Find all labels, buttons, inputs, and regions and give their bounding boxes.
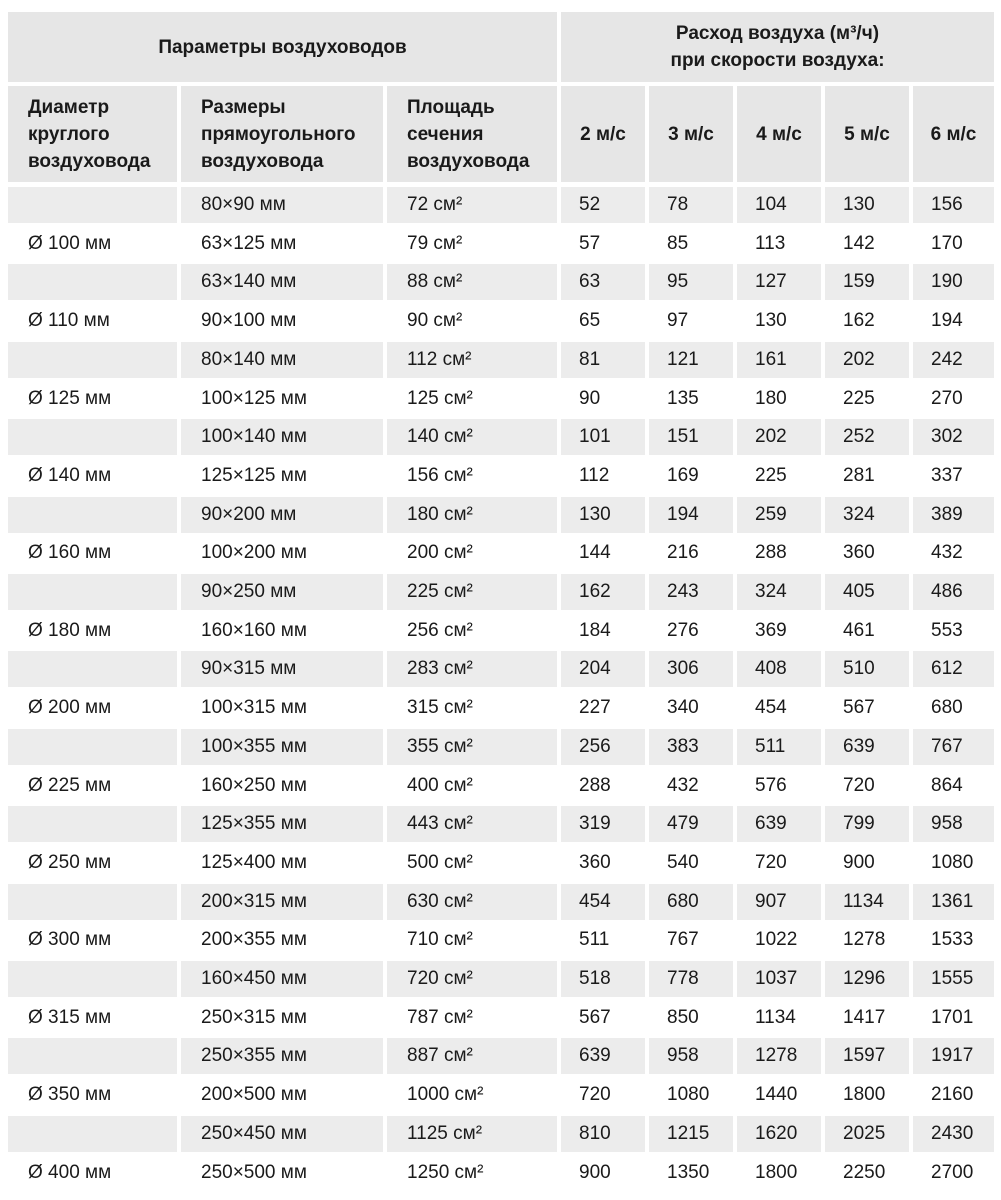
area-cell: 787 см² <box>407 1007 473 1028</box>
flow-cell: 1620 <box>737 1116 821 1152</box>
area-cell: 283 см² <box>387 651 557 687</box>
flow-cell: 810 <box>561 1116 645 1152</box>
flow-cell: 52 <box>561 187 645 223</box>
flow-cell: 63 <box>561 264 645 300</box>
flow-cell: 486 <box>913 574 994 610</box>
table-row <box>0 922 1001 958</box>
flow-cell: 159 <box>825 264 909 300</box>
area-cell: 200 см² <box>407 542 473 563</box>
diameter-cell: Ø 315 мм <box>28 1007 112 1028</box>
area-cell: 1125 см² <box>387 1116 557 1152</box>
flow-cell: 432 <box>931 542 963 563</box>
flow-cell: 180 <box>755 388 787 409</box>
flow-cell: 767 <box>913 729 994 765</box>
flow-cell: 340 <box>667 697 699 718</box>
area-cell: 315 см² <box>407 697 473 718</box>
flow-cell: 270 <box>931 388 963 409</box>
table-row <box>0 535 1001 571</box>
flow-cell: 1701 <box>931 1007 974 1028</box>
flow-cell: 720 <box>755 852 787 873</box>
rect-size-cell: 250×355 мм <box>181 1038 383 1074</box>
flow-cell: 142 <box>843 233 875 254</box>
flow-cell: 306 <box>649 651 733 687</box>
diameter-cell: Ø 125 мм <box>28 388 112 409</box>
flow-cell: 144 <box>579 542 611 563</box>
table-row <box>0 381 1001 417</box>
flow-cell: 78 <box>649 187 733 223</box>
flow-cell: 432 <box>667 775 699 796</box>
diameter-cell <box>8 497 177 533</box>
flow-cell: 113 <box>755 233 786 254</box>
flow-cell: 288 <box>755 542 787 563</box>
flow-cell: 194 <box>649 497 733 533</box>
col-header-line: Размеры <box>201 96 286 118</box>
flow-cell: 85 <box>667 233 689 254</box>
flow-cell: 1134 <box>825 884 909 920</box>
area-cell: 443 см² <box>387 806 557 842</box>
diameter-cell <box>8 574 177 610</box>
table-row <box>0 961 1001 997</box>
area-cell: 125 см² <box>407 388 473 409</box>
area-cell: 1250 см² <box>407 1162 484 1183</box>
flow-cell: 227 <box>579 697 611 718</box>
flow-cell: 95 <box>649 264 733 300</box>
rect-size-cell: 250×450 мм <box>181 1116 383 1152</box>
flow-cell: 639 <box>825 729 909 765</box>
col-header-line: прямоугольного <box>201 123 356 145</box>
flow-cell: 2250 <box>843 1162 886 1183</box>
flow-cell: 302 <box>913 419 994 455</box>
flow-cell: 97 <box>667 310 689 331</box>
flow-cell: 680 <box>931 697 963 718</box>
table-row <box>0 806 1001 842</box>
table-row <box>0 226 1001 262</box>
flow-cell: 2160 <box>931 1084 974 1105</box>
rect-size-cell: 100×125 мм <box>201 388 307 409</box>
area-cell: 355 см² <box>387 729 557 765</box>
flow-cell: 799 <box>825 806 909 842</box>
table-row <box>0 187 1001 223</box>
flow-cell: 276 <box>667 620 699 641</box>
rect-size-cell: 250×315 мм <box>201 1007 307 1028</box>
area-cell: 225 см² <box>387 574 557 610</box>
table-row <box>0 1038 1001 1074</box>
diameter-cell: Ø 300 мм <box>28 929 112 950</box>
flow-header <box>561 12 994 82</box>
rect-size-cell: 63×140 мм <box>181 264 383 300</box>
flow-cell: 202 <box>825 342 909 378</box>
flow-cell: 612 <box>913 651 994 687</box>
flow-cell: 454 <box>755 697 787 718</box>
col-header-diameter <box>8 86 177 182</box>
flow-cell: 1080 <box>931 852 974 873</box>
flow-cell: 2430 <box>913 1116 994 1152</box>
flow-cell: 1037 <box>737 961 821 997</box>
flow-cell: 101 <box>561 419 645 455</box>
rect-size-cell: 100×200 мм <box>201 542 307 563</box>
table-row <box>0 768 1001 804</box>
area-cell: 72 см² <box>387 187 557 223</box>
speed-label: 3 м/с <box>668 123 714 145</box>
area-cell: 156 см² <box>407 465 473 486</box>
col-header-line: сечения <box>407 123 484 145</box>
area-cell: 112 см² <box>387 342 557 378</box>
flow-cell: 1533 <box>931 929 974 950</box>
col-header-line: воздуховода <box>28 150 151 172</box>
diameter-cell: Ø 200 мм <box>28 697 112 718</box>
flow-cell: 151 <box>649 419 733 455</box>
table-row <box>0 574 1001 610</box>
flow-cell: 639 <box>561 1038 645 1074</box>
flow-cell: 1278 <box>843 929 886 950</box>
rect-size-cell: 90×200 мм <box>181 497 383 533</box>
col-header-line: Площадь <box>407 96 495 118</box>
flow-cell: 1215 <box>649 1116 733 1152</box>
diameter-cell <box>8 651 177 687</box>
diameter-cell <box>8 342 177 378</box>
area-cell: 710 см² <box>407 929 473 950</box>
area-cell: 500 см² <box>407 852 473 873</box>
area-cell: 90 см² <box>407 310 463 331</box>
flow-cell: 65 <box>579 310 601 331</box>
area-cell: 887 см² <box>387 1038 557 1074</box>
diameter-cell <box>8 419 177 455</box>
rect-size-cell: 125×125 мм <box>201 465 307 486</box>
flow-cell: 383 <box>649 729 733 765</box>
diameter-cell <box>8 187 177 223</box>
flow-cell: 1555 <box>913 961 994 997</box>
flow-cell: 130 <box>755 310 787 331</box>
flow-cell: 288 <box>579 775 611 796</box>
table-row <box>0 613 1001 649</box>
flow-cell: 864 <box>931 775 963 796</box>
col-header-speed-2 <box>561 86 645 182</box>
flow-cell: 360 <box>579 852 611 873</box>
table-row <box>0 729 1001 765</box>
flow-cell: 360 <box>843 542 875 563</box>
table-row <box>0 497 1001 533</box>
flow-cell: 553 <box>931 620 963 641</box>
table-row <box>0 458 1001 494</box>
diameter-cell <box>8 961 177 997</box>
flow-cell: 540 <box>667 852 699 873</box>
rect-size-cell: 200×355 мм <box>201 929 307 950</box>
col-header-speed-3 <box>649 86 733 182</box>
flow-cell: 680 <box>649 884 733 920</box>
flow-cell: 767 <box>667 929 699 950</box>
diameter-cell: Ø 400 мм <box>28 1162 112 1183</box>
flow-cell: 121 <box>649 342 733 378</box>
flow-cell: 2025 <box>825 1116 909 1152</box>
rect-size-cell: 90×100 мм <box>201 310 297 331</box>
flow-title-line1: Расход воздуха (м³/ч) <box>675 23 880 44</box>
col-header-line: воздуховода <box>407 150 530 172</box>
area-cell: 180 см² <box>387 497 557 533</box>
rect-size-cell: 125×400 мм <box>201 852 307 873</box>
diameter-cell: Ø 250 мм <box>28 852 112 873</box>
diameter-cell <box>8 1116 177 1152</box>
flow-cell: 130 <box>561 497 645 533</box>
flow-cell: 337 <box>931 465 963 486</box>
flow-cell: 510 <box>825 651 909 687</box>
flow-cell: 1350 <box>667 1162 710 1183</box>
flow-cell: 1417 <box>843 1007 886 1028</box>
flow-cell: 324 <box>825 497 909 533</box>
flow-cell: 162 <box>843 310 875 331</box>
rect-size-cell: 160×450 мм <box>181 961 383 997</box>
flow-cell: 958 <box>913 806 994 842</box>
flow-cell: 778 <box>649 961 733 997</box>
table-row <box>0 303 1001 339</box>
flow-cell: 2700 <box>931 1162 974 1183</box>
diameter-cell <box>8 264 177 300</box>
flow-cell: 1134 <box>755 1007 796 1028</box>
flow-cell: 958 <box>649 1038 733 1074</box>
table-row <box>0 690 1001 726</box>
flow-cell: 135 <box>667 388 699 409</box>
flow-cell: 90 <box>579 388 601 409</box>
flow-cell: 511 <box>579 929 610 950</box>
speed-label: 5 м/с <box>844 123 890 145</box>
rect-size-cell: 90×250 мм <box>181 574 383 610</box>
rect-size-cell: 100×140 мм <box>181 419 383 455</box>
flow-cell: 567 <box>579 1007 611 1028</box>
diameter-cell: Ø 350 мм <box>28 1084 112 1105</box>
flow-cell: 518 <box>561 961 645 997</box>
flow-cell: 720 <box>843 775 875 796</box>
flow-cell: 1800 <box>755 1162 798 1183</box>
rect-size-cell: 80×140 мм <box>181 342 383 378</box>
flow-cell: 1022 <box>755 929 798 950</box>
flow-cell: 1278 <box>737 1038 821 1074</box>
flow-cell: 900 <box>579 1162 611 1183</box>
col-header-rect <box>181 86 383 182</box>
rect-size-cell: 80×90 мм <box>181 187 383 223</box>
area-cell: 88 см² <box>387 264 557 300</box>
col-header-speed-6 <box>913 86 994 182</box>
rect-size-cell: 200×500 мм <box>201 1084 307 1105</box>
flow-cell: 720 <box>579 1084 611 1105</box>
flow-cell: 1296 <box>825 961 909 997</box>
diameter-cell <box>8 806 177 842</box>
flow-cell: 259 <box>737 497 821 533</box>
rect-size-cell: 160×250 мм <box>201 775 307 796</box>
flow-cell: 202 <box>737 419 821 455</box>
flow-cell: 281 <box>843 465 875 486</box>
area-cell: 400 см² <box>407 775 473 796</box>
area-cell: 140 см² <box>387 419 557 455</box>
flow-cell: 1440 <box>755 1084 798 1105</box>
flow-cell: 57 <box>579 233 601 254</box>
flow-cell: 170 <box>931 233 963 254</box>
flow-cell: 900 <box>843 852 875 873</box>
col-header-speed-5 <box>825 86 909 182</box>
flow-cell: 1361 <box>913 884 994 920</box>
flow-cell: 216 <box>667 542 699 563</box>
col-header-line: круглого <box>28 123 110 145</box>
diameter-cell <box>8 729 177 765</box>
flow-cell: 511 <box>737 729 821 765</box>
flow-cell: 567 <box>843 697 875 718</box>
table-row <box>0 1000 1001 1036</box>
col-header-line: Диаметр <box>28 96 110 118</box>
rect-size-cell: 63×125 мм <box>201 233 297 254</box>
flow-cell: 252 <box>825 419 909 455</box>
rect-size-cell: 125×355 мм <box>181 806 383 842</box>
table-row <box>0 1155 1001 1191</box>
flow-title-line2: при скорости воздуха: <box>670 50 885 71</box>
flow-cell: 408 <box>737 651 821 687</box>
flow-cell: 190 <box>913 264 994 300</box>
rect-size-cell: 90×315 мм <box>181 651 383 687</box>
table-row <box>0 264 1001 300</box>
diameter-cell: Ø 100 мм <box>28 233 112 254</box>
area-cell: 1000 см² <box>407 1084 484 1105</box>
flow-cell: 576 <box>755 775 787 796</box>
flow-cell: 389 <box>913 497 994 533</box>
flow-cell: 1080 <box>667 1084 710 1105</box>
flow-cell: 243 <box>649 574 733 610</box>
rect-size-cell: 100×315 мм <box>201 697 307 718</box>
diameter-cell: Ø 110 мм <box>28 310 110 331</box>
flow-cell: 162 <box>561 574 645 610</box>
diameter-cell: Ø 225 мм <box>28 775 112 796</box>
rect-size-cell: 200×315 мм <box>181 884 383 920</box>
flow-cell: 194 <box>931 310 963 331</box>
flow-cell: 907 <box>737 884 821 920</box>
flow-cell: 225 <box>843 388 875 409</box>
flow-cell: 130 <box>825 187 909 223</box>
flow-cell: 461 <box>843 620 875 641</box>
flow-cell: 850 <box>667 1007 699 1028</box>
rect-size-cell: 160×160 мм <box>201 620 307 641</box>
flow-cell: 204 <box>561 651 645 687</box>
flow-cell: 1597 <box>825 1038 909 1074</box>
flow-cell: 256 <box>561 729 645 765</box>
area-cell: 630 см² <box>387 884 557 920</box>
col-header-area <box>387 86 557 182</box>
flow-cell: 112 <box>579 465 610 486</box>
diameter-cell: Ø 180 мм <box>28 620 112 641</box>
rect-size-cell: 100×355 мм <box>181 729 383 765</box>
flow-cell: 479 <box>649 806 733 842</box>
flow-cell: 184 <box>579 620 611 641</box>
flow-cell: 169 <box>667 465 699 486</box>
speed-label: 4 м/с <box>756 123 802 145</box>
flow-cell: 1800 <box>843 1084 886 1105</box>
diameter-cell: Ø 140 мм <box>28 465 112 486</box>
flow-cell: 104 <box>737 187 821 223</box>
flow-cell: 225 <box>755 465 787 486</box>
flow-cell: 639 <box>737 806 821 842</box>
flow-cell: 369 <box>755 620 787 641</box>
table-row <box>0 419 1001 455</box>
table-row <box>0 845 1001 881</box>
flow-cell: 324 <box>737 574 821 610</box>
flow-cell: 405 <box>825 574 909 610</box>
speed-label: 6 м/с <box>930 123 977 145</box>
area-cell: 256 см² <box>407 620 473 641</box>
diameter-cell: Ø 160 мм <box>28 542 112 563</box>
col-header-speed-4 <box>737 86 821 182</box>
table-row <box>0 342 1001 378</box>
flow-cell: 81 <box>561 342 645 378</box>
flow-cell: 242 <box>913 342 994 378</box>
flow-cell: 454 <box>561 884 645 920</box>
flow-cell: 161 <box>737 342 821 378</box>
flow-cell: 319 <box>561 806 645 842</box>
col-header-line: воздуховода <box>201 150 324 172</box>
rect-size-cell: 250×500 мм <box>201 1162 307 1183</box>
params-header <box>8 12 557 82</box>
diameter-cell <box>8 1038 177 1074</box>
area-cell: 720 см² <box>387 961 557 997</box>
params-title: Параметры воздуховодов <box>158 36 407 58</box>
table-row <box>0 884 1001 920</box>
speed-label: 2 м/с <box>580 123 626 145</box>
table-row <box>0 1116 1001 1152</box>
flow-cell: 1917 <box>913 1038 994 1074</box>
table-row <box>0 1077 1001 1113</box>
table-row <box>0 651 1001 687</box>
flow-cell: 156 <box>913 187 994 223</box>
area-cell: 79 см² <box>407 233 463 254</box>
flow-cell: 127 <box>737 264 821 300</box>
diameter-cell <box>8 884 177 920</box>
